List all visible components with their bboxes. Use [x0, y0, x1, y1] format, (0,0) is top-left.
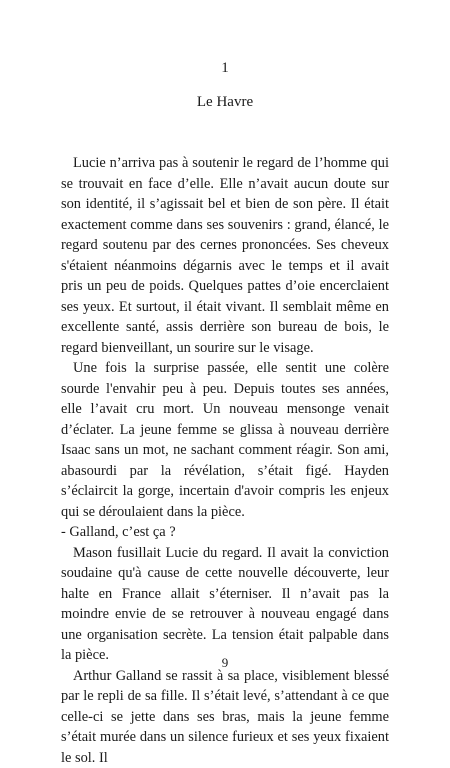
paragraph: Lucie n’arriva pas à soutenir le regard de l’homme qui se trouvait en face d’elle. Elle n’avait aucun doute sur son identité, il s’agissait bel et bien de son père. Il était exactement comme dans ses souvenirs : grand, élancé, le regard soutenu par des cernes prononcées. Ses cheveux s'étaient néanmoins dégarnis avec le temps et il avait pris un peu de poids. Quelques pattes d’oie encerclaient ses yeux. Et surtout, il était vivant. Il semblait même en excellente santé, assis derrière son bureau de bois, le regard bienveillant, un sourire sur le visage. — [61, 153, 389, 358]
chapter-body — [61, 153, 389, 768]
chapter-number: 1 — [0, 58, 450, 78]
page-number: 9 — [0, 654, 450, 672]
paragraph: Arthur Galland se rassit à sa place, visiblement blessé par le repli de sa fille. Il s’était levé, s’attendant à ce que celle-ci se jette dans ses bras, mais la jeune femme s’était murée dans un silence furieux et ses yeux fixaient le sol. Il — [61, 666, 389, 768]
paragraph: Une fois la surprise passée, elle sentit une colère sourde l'envahir peu à peu. Depuis toutes ses années, elle l’avait cru mort. Un nouveau mensonge venait d’éclater. La jeune femme se glissa à nouveau derrière Isaac sans un mot, ne sachant comment réagir. Son ami, abasourdi par la révélation, s’était figé. Hayden s’éclaircit la gorge, incertain d'avoir compris les enjeux qui se déroulaient dans la pièce. — [61, 358, 389, 522]
dialogue-line: - Galland, c’est ça ? — [61, 522, 389, 543]
paragraph: Mason fusillait Lucie du regard. Il avait la conviction soudaine qu'à cause de cette nouvelle découverte, leur halte en France allait s’éterniser. Il n’avait pas la moindre envie de se retrouver à nouveau engagé dans une organisation secrète. La tension était palpable dans la pièce. — [61, 543, 389, 666]
chapter-title: Le Havre — [0, 92, 450, 112]
